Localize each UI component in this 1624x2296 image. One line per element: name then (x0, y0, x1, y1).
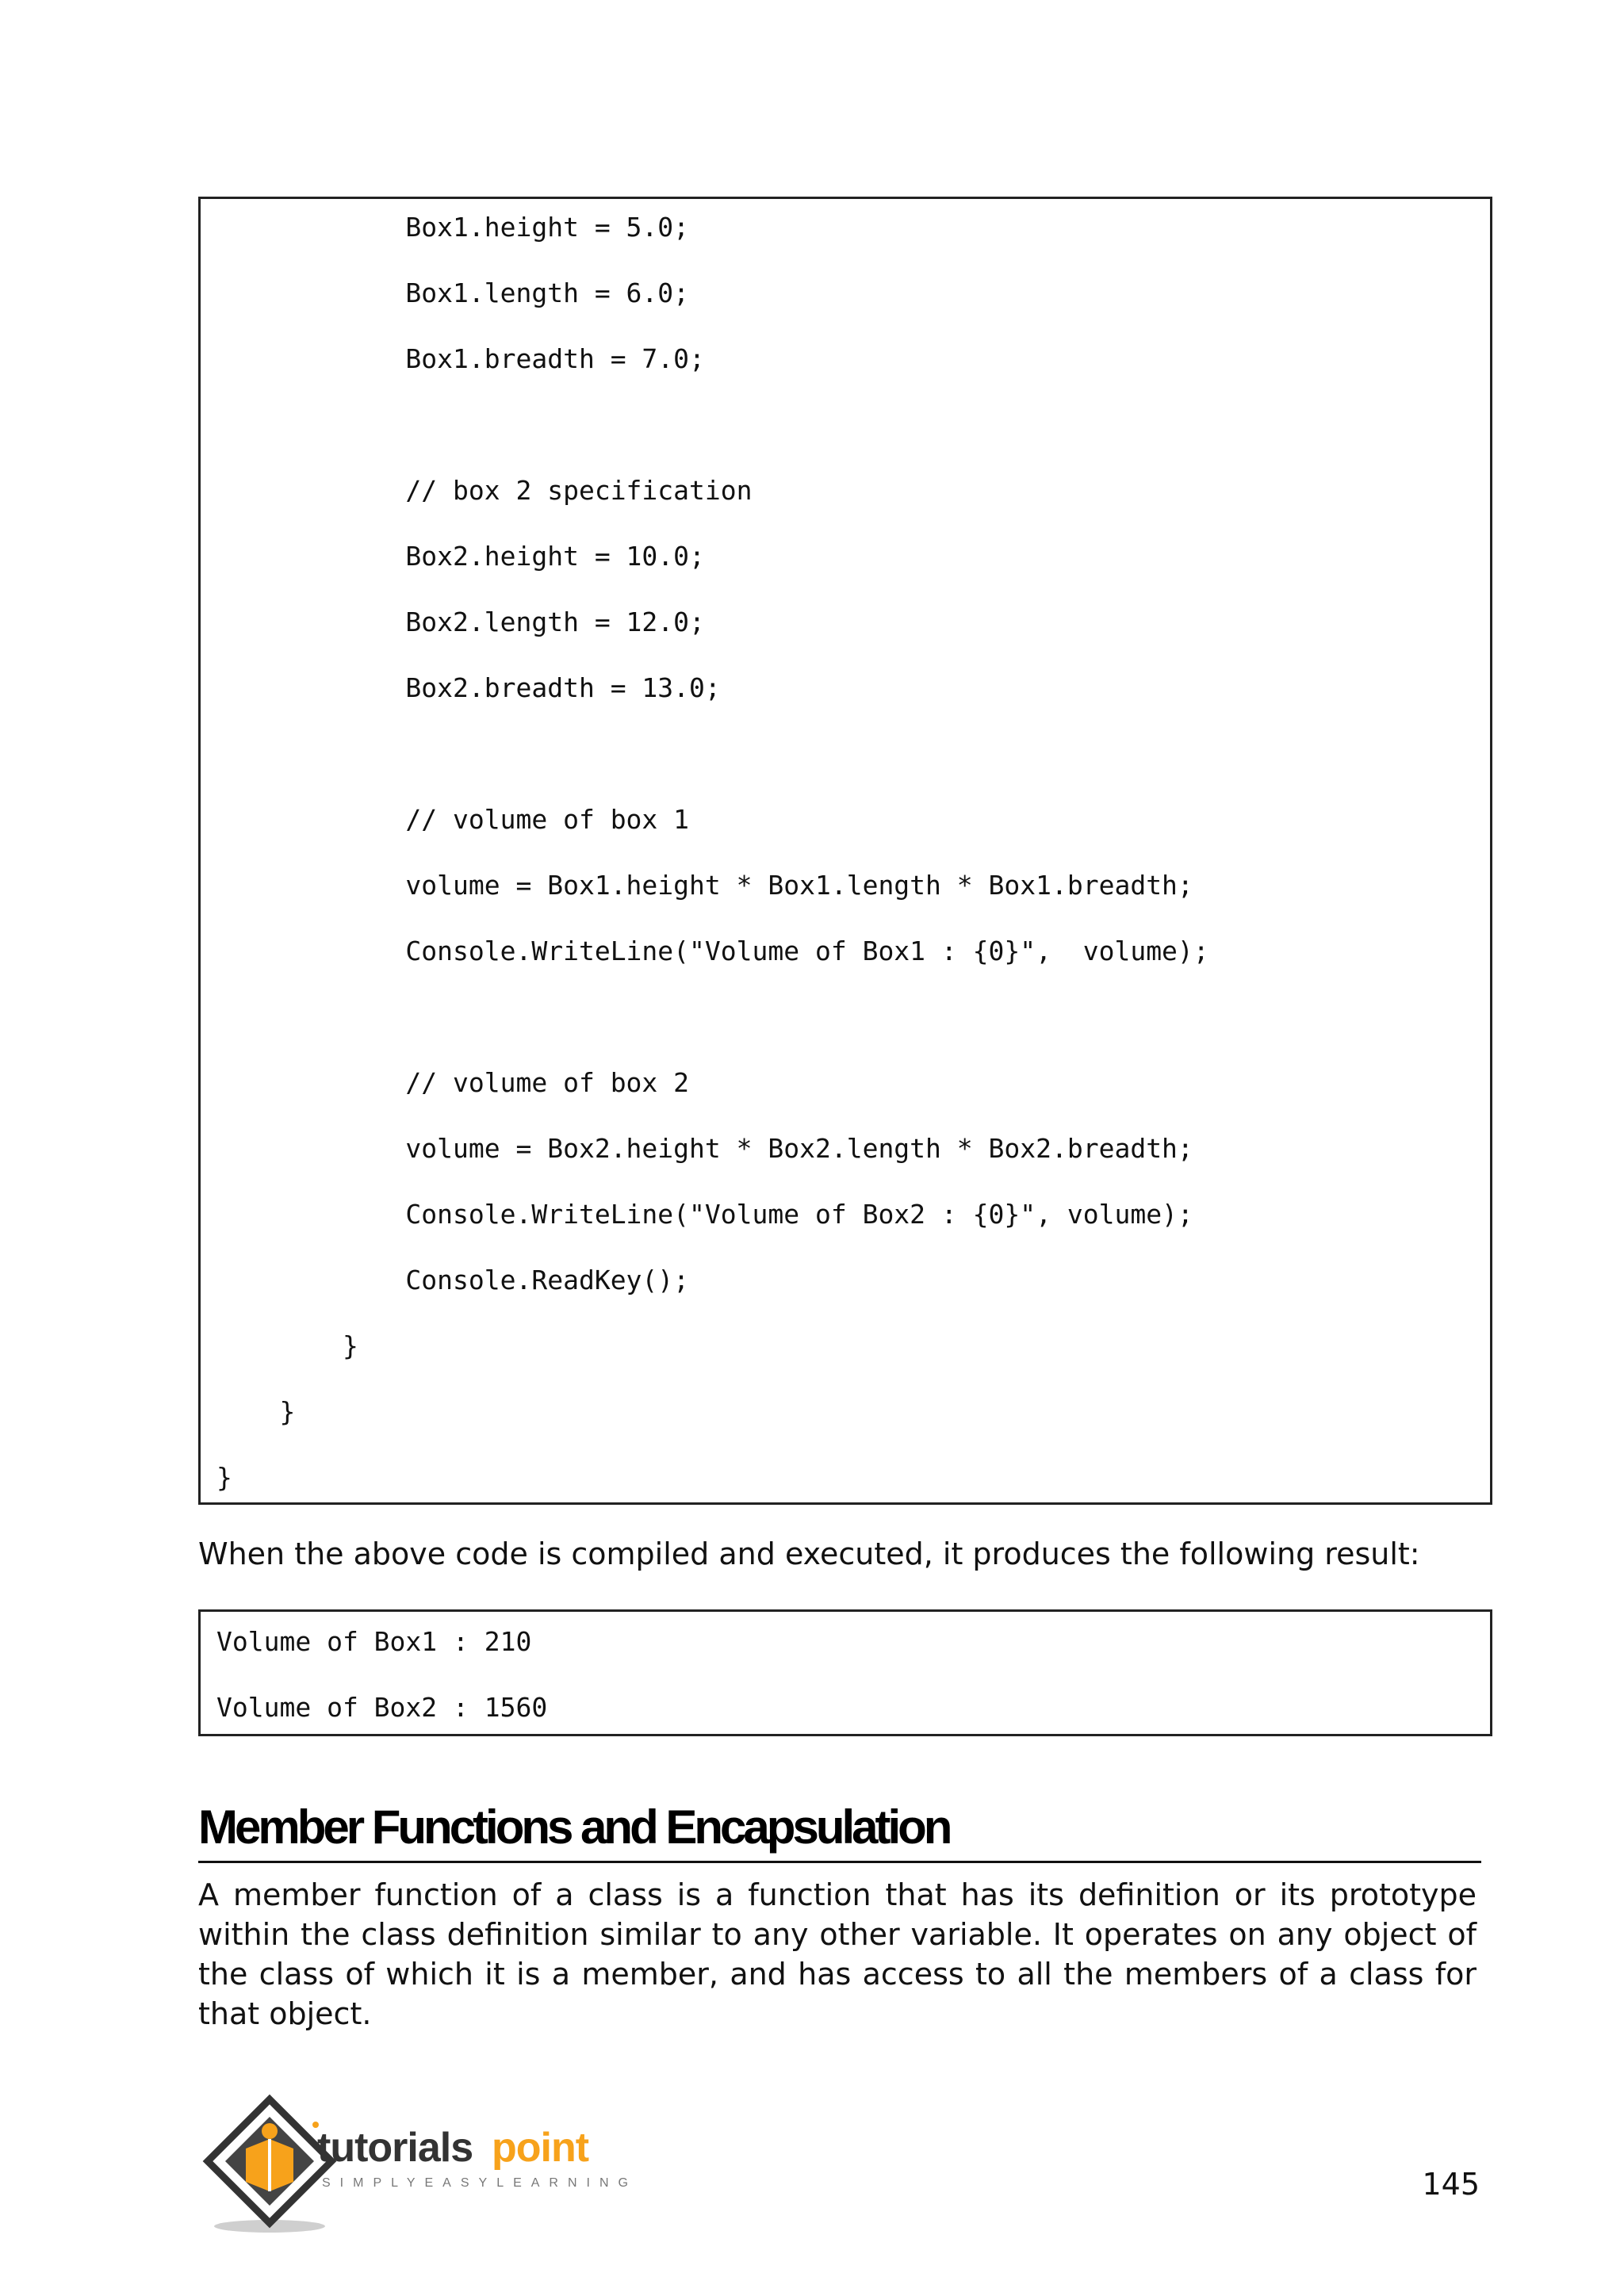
code-line: } (216, 1330, 358, 1361)
section-heading: Member Functions and Encapsulation (198, 1800, 1481, 1863)
logo-tagline: SIMPLYEASYLEARNING (322, 2176, 638, 2190)
output-block (198, 1609, 1492, 1736)
code-line: Box1.height = 5.0; (216, 212, 690, 243)
output-line: Volume of Box2 : 1560 (216, 1692, 548, 1723)
code-block (198, 197, 1492, 1505)
code-line: Box2.breadth = 13.0; (216, 672, 721, 703)
code-line: Console.WriteLine("Volume of Box2 : {0}", volume); (216, 1199, 1193, 1230)
code-line: Box1.length = 6.0; (216, 277, 690, 308)
code-line: // volume of box 1 (216, 804, 690, 835)
code-line: Console.WriteLine("Volume of Box1 : {0}", volume); (216, 936, 1209, 966)
result-intro-text: When the above code is compiled and executed, it produces the following result: (198, 1536, 1420, 1571)
code-line: } (216, 1462, 232, 1493)
code-line: volume = Box1.height * Box1.length * Box1.breadth; (216, 870, 1193, 901)
logo-person-head (262, 2123, 278, 2139)
code-line: // box 2 specification (216, 475, 753, 506)
section-paragraph: A member function of a class is a function that has its definition or its prototype within the class definition similar to any other variable. It operates on any object of the class of which it is a member, and has access to all the members of a class for that object. (198, 1877, 1477, 2031)
logo-text-main: tutorials (317, 2125, 473, 2171)
code-line: Box2.height = 10.0; (216, 541, 705, 572)
code-line: } (216, 1396, 296, 1427)
code-line: volume = Box2.height * Box2.length * Box2.breadth; (216, 1133, 1193, 1164)
code-line: Box1.breadth = 7.0; (216, 343, 705, 374)
page-number: 145 (1422, 2167, 1480, 2202)
code-line: Box2.length = 12.0; (216, 607, 705, 637)
tutorialspoint-logo (197, 2093, 657, 2236)
code-line: Console.ReadKey(); (216, 1265, 690, 1295)
output-line: Volume of Box1 : 210 (216, 1626, 532, 1657)
code-line: // volume of box 2 (216, 1067, 690, 1098)
logo-text-accent: point (492, 2125, 589, 2171)
